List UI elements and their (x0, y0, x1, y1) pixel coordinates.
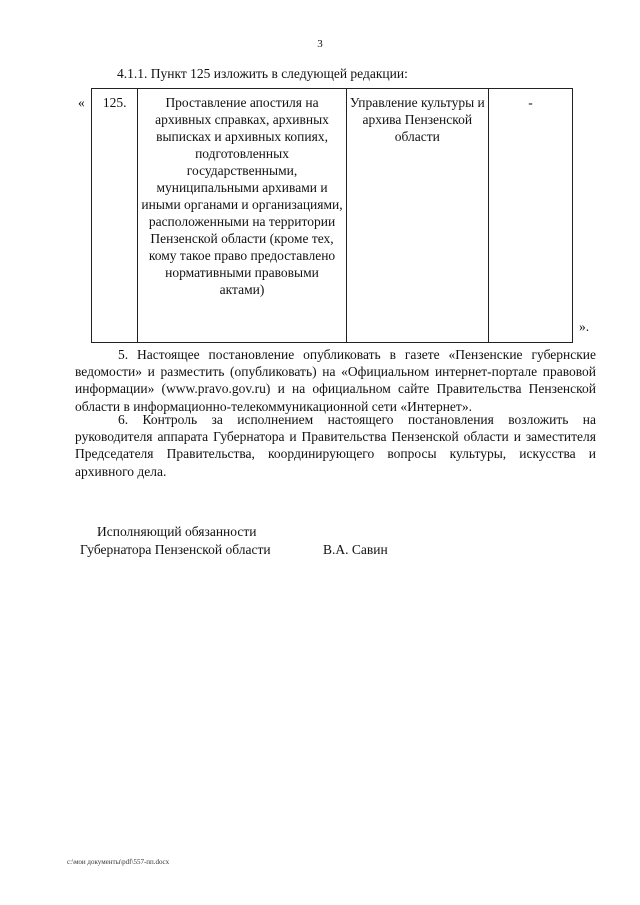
responsible-organization-cell: Управление культуры и архива Пензенской области (346, 89, 488, 343)
item-number-cell: 125. (92, 89, 138, 343)
empty-value-cell: - (488, 89, 572, 343)
signatory-title-line1: Исполняющий обязанности (97, 524, 257, 539)
signatory-name: В.А. Савин (323, 542, 388, 557)
open-quote: « (78, 95, 85, 110)
footer-file-path: c:\мои документы\pdf\557-пп.docx (67, 858, 170, 866)
table-row (92, 89, 573, 343)
paragraph-6: 6. Контроль за исполнением настоящего постановления возложить на руководителя аппарата Губернатора и Правительства Пензенской области и заместителя Председателя Правительства, координирующего вопросы культуры, искусства и архивного дела. (75, 412, 596, 479)
paragraph-5: 5. Настоящее постановление опубликовать в газете «Пензенские губернские ведомости» и разместить (опубликовать) на «Официальном интернет-портале правовой информации» (www.pravo.gov.ru) и на официальном сайте Правительства Пензенской области в информационно-телекоммуникационной сети «Интернет». (75, 347, 596, 414)
service-description-cell: Проставление апостиля на архивных справках, архивных выписках и архивных копиях, подготовленных государственными, муниципальными архивами и иными органами и организациями, расположенными на территории Пензенской области (кроме тех, кому такое право предоставлено нормативными правовыми актами) (138, 89, 346, 343)
intro-text: 4.1.1. Пункт 125 изложить в следующей редакции: (117, 66, 408, 81)
amendment-table (91, 88, 573, 343)
page-number: 3 (317, 38, 323, 50)
close-quote: ». (579, 319, 590, 334)
signatory-title-line2: Губернатора Пензенской области (80, 542, 271, 557)
